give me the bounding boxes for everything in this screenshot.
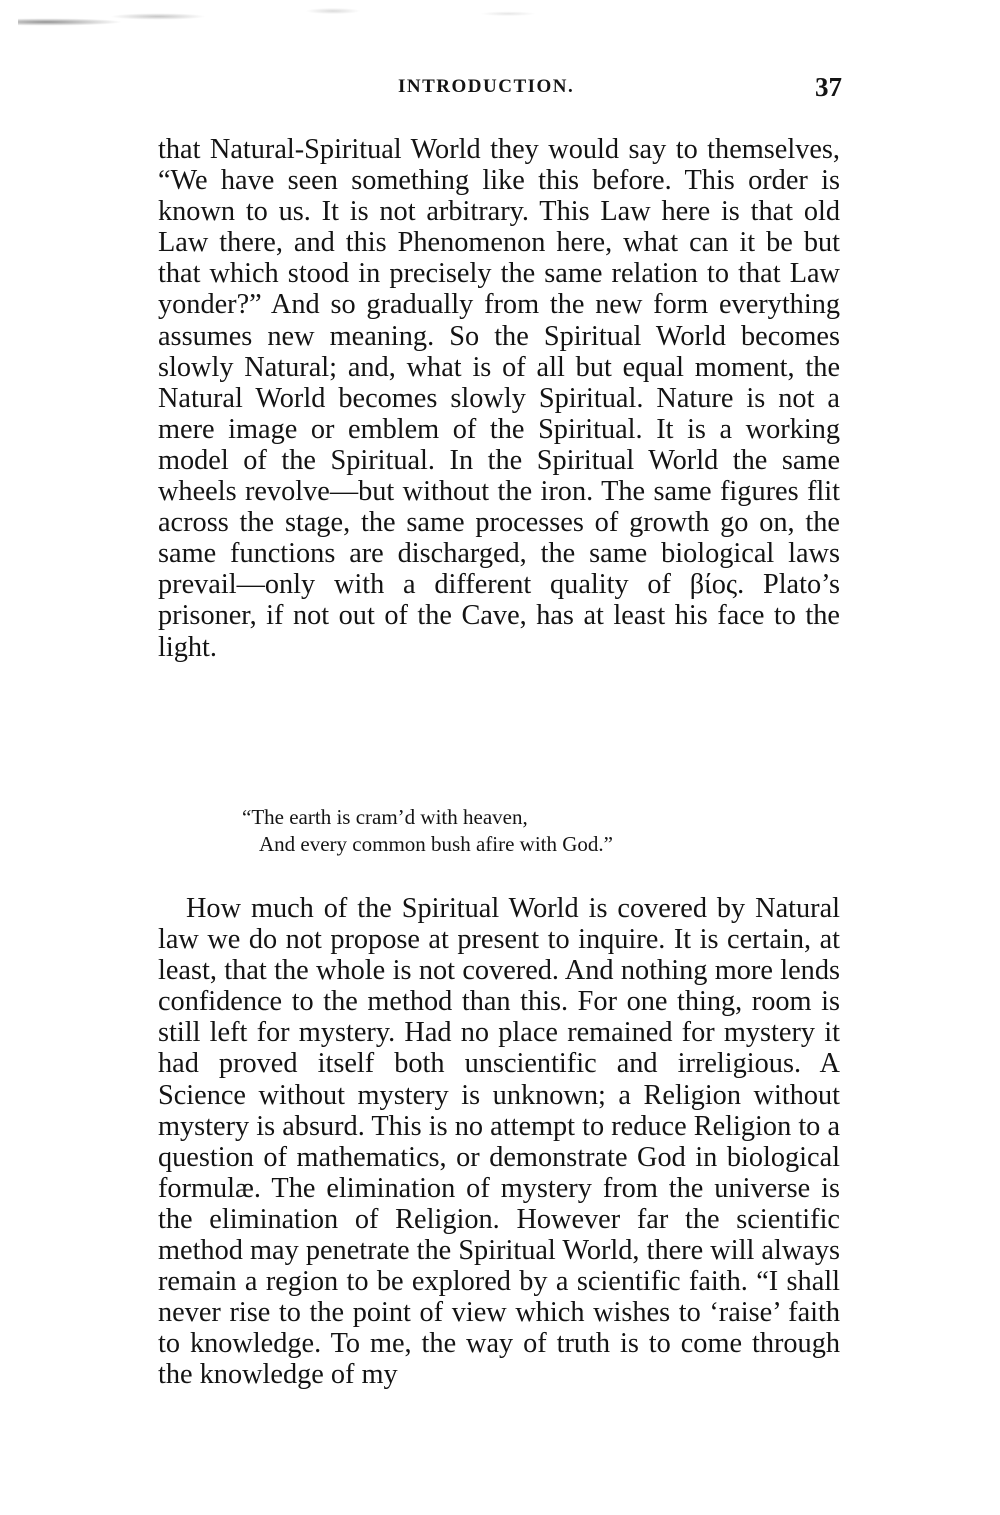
block-quote [242,804,802,858]
body-paragraph-2: How much of the Spiritual World is covered by Natural law we do not propose at present to inquire. It is certain, at least, that the whole is not covered. And nothing more lends confidence to the method than this. For one thing, room is still left for mystery. Had no place remained for mystery it had proved itself both unscientific and irreligious. A Science without mystery is unknown; a Religion without mystery is absurd. This is no attempt to reduce Religion to a question of mathematics, or demonstrate God in biological formulæ. The elimination of mystery from the universe is the elimination of Religion. However far the scientific method may penetrate the Spiritual World, there will always remain a region to be explored by a scientific faith. “I shall never rise to the point of view which wishes to ‘raise’ faith to knowledge. To me, the way of truth is to come through the knowledge of my [158,893,840,1391]
quote-line-2: And every common bush afire with God.” [259,832,613,856]
running-title: INTRODUCTION. [398,76,575,97]
running-header [160,74,850,104]
body-paragraph-1: that Natural-Spiritual World they would say to themselves, “We have seen something like this before. This order is known to us. It is not arbitrary. This Law here is that old Law there, and this Phenomenon here, what can it be but that which stood in precisely the same relation to that Law yonder?” And so gradually from the new form everything assumes new meaning. So the Spiritual World becomes slowly Natural; and, what is of all but equal moment, the Natural World becomes slowly Spiritual. Nature is not a mere image or emblem of the Spiritual. It is a working model of the Spiritual. In the Spiritual World the same wheels revolve—but without the iron. The same figures flit across the stage, the same processes of growth go on, the same functions are discharged, the same biological laws prevail—only with a different quality of βίος. Plato’s prisoner, if not out of the Cave, has at least his face to the light. [158,134,840,663]
quote-line-1: “The earth is cram’d with heaven, [242,805,528,829]
page-number: 37 [815,72,842,102]
scan-artifact [18,0,718,55]
